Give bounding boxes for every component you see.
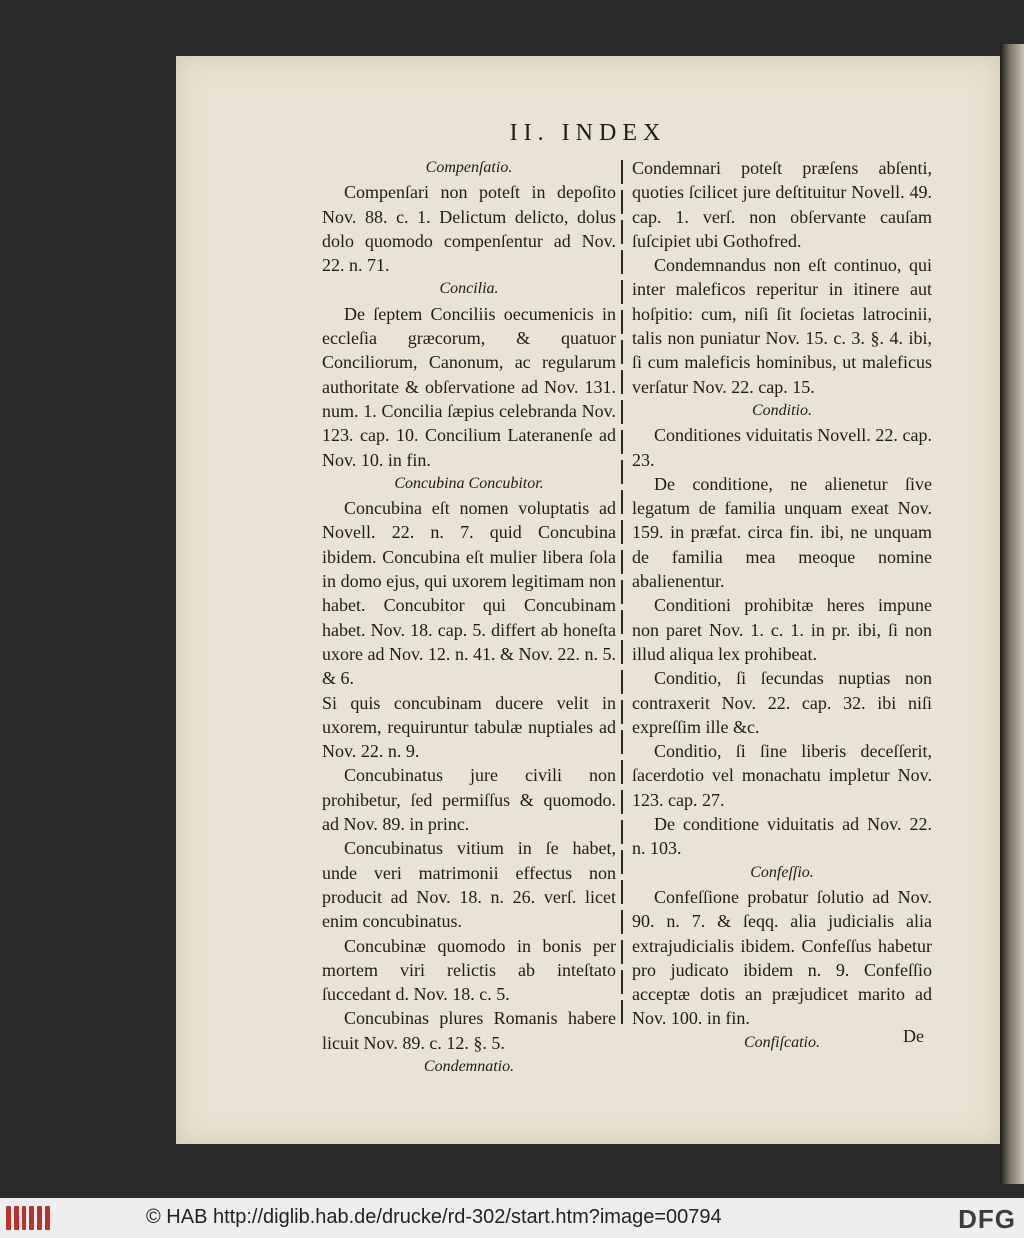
- index-heading: Concilia.: [439, 280, 499, 298]
- running-head: II. INDEX: [509, 120, 667, 146]
- column-divider: [621, 160, 623, 1028]
- left-column: [322, 156, 616, 1079]
- hab-logo-icon: [6, 1206, 50, 1230]
- index-entry: De conditione viduitatis ad Nov. 22. n. 103.: [632, 814, 932, 859]
- catchword: De: [903, 1026, 924, 1046]
- index-heading: Condemnatio.: [423, 1057, 515, 1075]
- book-page: [176, 56, 1000, 1144]
- index-entry: Conditiones viduitatis Novell. 22. cap. 23.: [632, 425, 932, 470]
- index-entry: Concubinas plures Romanis habere licuit Nov. 89. c. 12. §. 5.: [322, 1008, 616, 1053]
- index-entry: Concubinatus jure civili non prohibetur, ſed permiſſus & quomodo. ad Nov. 89. in princ.: [322, 765, 616, 835]
- index-entry: Concubinæ quomodo in bonis per mortem viri relictis ab inteſtato ſuccedant d. Nov. 18. c. 5.: [322, 935, 616, 1005]
- index-entry: Compenſari non poteſt in depoſito Nov. 88. c. 1. Delictum delicto, dolus dolo quomodo compenſentur ad Nov. 22. n. 71.: [322, 182, 616, 276]
- index-heading: Compenſatio.: [425, 159, 513, 176]
- index-entry: De ſeptem Conciliis oecumenicis in eccleſia græcorum, & quatuor Conciliorum, Canonum, ac regularum authoritate & obſervatione ad Nov. 131. num. 1. Concilia ſæpius celebranda Nov. 123. cap. 10. Concilium Lateranenſe ad Nov. 10. in fin.: [322, 303, 616, 470]
- index-entry: Conditio, ſi ſine liberis deceſſerit, ſacerdotio vel monachatu impletur Nov. 123. cap. 27.: [632, 741, 932, 810]
- index-entry: Confeſſione probatur ſolutio ad Nov. 90. n. 7. & ſeqq. alia judicialis alia extrajudicialis ibidem. Confeſſus habetur pro judicato ibidem n. 9. Confeſſio acceptæ dotis an præjudicet marito ad Nov. 100. in fin.: [632, 886, 932, 1029]
- dfg-logo: DFG: [958, 1204, 1016, 1234]
- index-heading: Concubina Concubitor.: [394, 474, 544, 492]
- facing-page-edge: [1000, 44, 1024, 1184]
- index-entry: De conditione, ne alienetur ſive legatum de familia unquam exeat Nov. 159. in præfat. circa fin. ibi, ne unquam de familia mea meoque nomine abalienentur.: [632, 473, 932, 592]
- index-heading: Confeſſio.: [750, 863, 814, 881]
- index-entry-continued: Condemnari poteſt præſens abſenti, quoties ſcilicet jure deſtituitur Novell. 49. cap. 1. verſ. non obſervante cauſam ſuſcipiet ubi Gothofred.: [632, 158, 932, 251]
- index-heading: Confiſcatio.: [744, 1033, 820, 1051]
- index-entry-continued: Si quis concubinam ducere velit in uxorem, requiruntur tabulæ nuptiales ad Nov. 22. n. 9.: [322, 692, 616, 762]
- index-entry: Conditio, ſi ſecundas nuptias non contraxerit Nov. 22. cap. 32. ibi niſi expreſſim ille &c.: [632, 668, 932, 737]
- index-entry: Conditioni prohibitæ heres impune non paret Nov. 1. c. 1. in pr. ibi, ſi non illud aliqua lex prohibeat.: [632, 595, 932, 664]
- index-entry: Concubinatus vitium in ſe habet, unde veri matrimonii effectus non producit ad Nov. 18. n. 26. verſ. licet enim concubinatus.: [322, 838, 616, 932]
- index-entry: Concubina eſt nomen voluptatis ad Novell. 22. n. 7. quid Concubina ibidem. Concubina eſt mulier libera ſola in domo ejus, qui uxorem legitimam non habet. Concubitor qui Concubinam habet. Nov. 18. cap. 5. differt ab honeſta uxore ad Nov. 12. n. 41. & Nov. 22. n. 5. & 6.: [322, 498, 616, 689]
- source-url[interactable]: © HAB http://diglib.hab.de/drucke/rd-302/start.htm?image=00794: [146, 1206, 722, 1228]
- index-entry: Condemnandus non eſt continuo, qui inter maleficos reperitur in itinere aut hoſpitio: cum, niſi ſit ſocietas latrocinii, talis non puniatur Nov. 15. c. 3. §. 4. ibi, ſi cum maleficis hominibus, ut maleficus verſatur Nov. 22. cap. 15.: [632, 255, 932, 397]
- index-heading: Conditio.: [751, 401, 812, 419]
- viewer-footer: [0, 1198, 1024, 1238]
- right-column: [632, 156, 932, 1055]
